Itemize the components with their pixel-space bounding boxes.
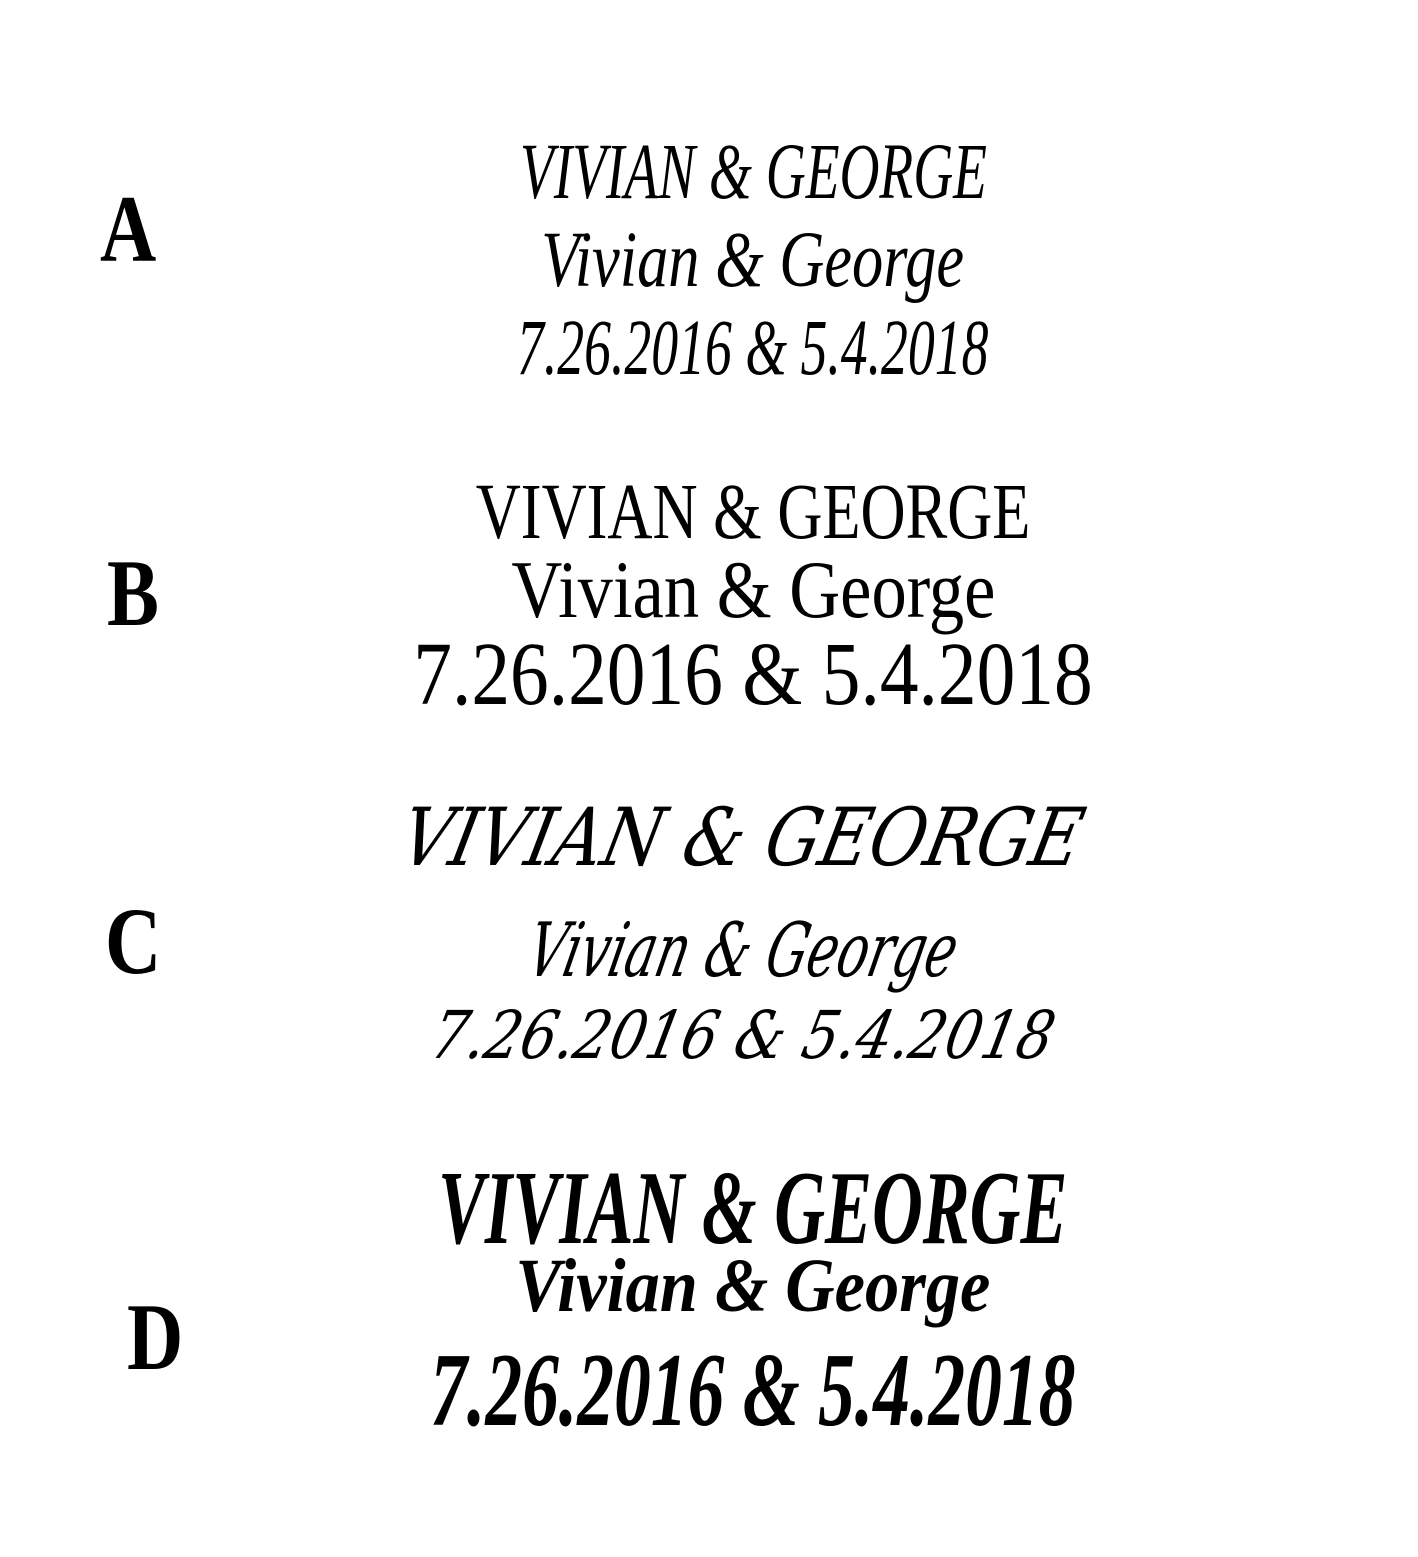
sample-line-caps: VIVIAN & GEORGE [475, 469, 1031, 556]
option-letter-b: B [107, 540, 159, 646]
font-sample-a [88, 129, 1418, 393]
sample-line-dates: 7.26.2016 & 5.4.2018 [424, 997, 1062, 1074]
sample-line-dates: 7.26.2016 & 5.4.2018 [430, 1331, 1076, 1448]
font-sample-d [88, 1149, 1418, 1448]
option-letter-c: C [105, 888, 162, 994]
sample-line-caps: VIVIAN & GEORGE [519, 129, 987, 216]
sample-line-caps: VIVIAN & GEORGE [393, 791, 1093, 884]
sample-line-names: Vivian & George [510, 544, 996, 635]
sample-line-dates: 7.26.2016 & 5.4.2018 [413, 625, 1093, 724]
font-sample-c [88, 786, 1418, 1074]
sample-line-dates: 7.26.2016 & 5.4.2018 [517, 305, 989, 392]
sample-line-caps: VIVIAN & GEORGE [438, 1149, 1068, 1266]
sample-line-names: Vivian & George [520, 906, 966, 994]
font-sample-b [88, 469, 1418, 724]
sample-line-names: Vivian & George [515, 1244, 991, 1328]
option-letter-a: A [100, 176, 157, 282]
option-letter-d: D [127, 1284, 184, 1390]
sample-line-names: Vivian & George [541, 217, 965, 304]
